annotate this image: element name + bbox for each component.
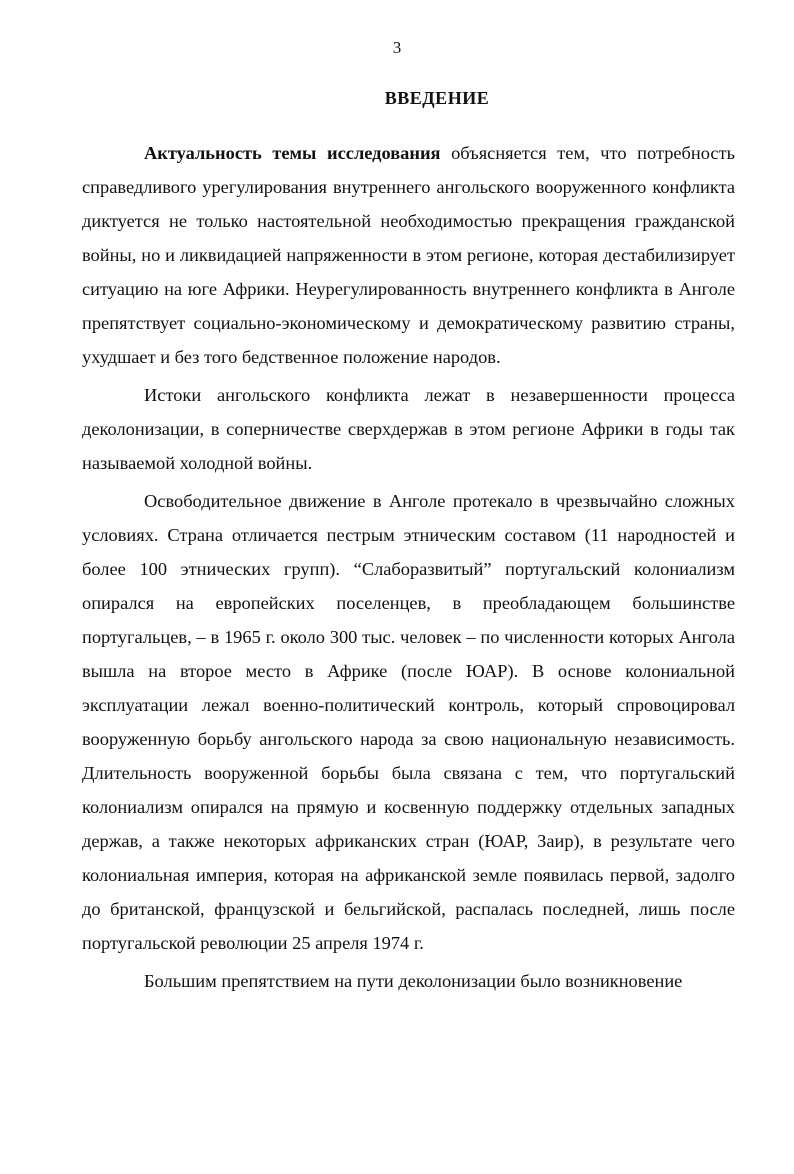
paragraph-text: объясняется тем, что потребность справедливого урегулирования внутреннего ангольского вооруженного конфликта диктуется не только настоятельной необходимостью прекращения гражданской войны, но и ликвидацией напряженности в этом регионе, которая дестабилизирует ситуацию на юге Африки. Неурегулированность внутреннего конфликта в Анголе препятствует социально-экономическому и демократическому развитию страны, ухудшает и без того бедственное положение народов. [82, 143, 735, 367]
body-text [82, 136, 735, 1002]
paragraph [82, 378, 735, 480]
paragraph-text: Большим препятствием на пути деколонизации было возникновение [144, 971, 683, 991]
page-number: 3 [392, 38, 402, 57]
page-title: ВВЕДЕНИЕ [384, 88, 490, 108]
paragraph-lead: Актуальность темы исследования [144, 143, 441, 163]
paragraph-text: Истоки ангольского конфликта лежат в незавершенности процесса деколонизации, в соперничестве сверхдержав в этом регионе Африки в годы так называемой холодной войны. [82, 385, 735, 473]
paragraph [82, 964, 735, 998]
paragraph-text: Освободительное движение в Анголе протекало в чрезвычайно сложных условиях. Страна отличается пестрым этническим составом (11 народностей и более 100 этнических групп). “Слаборазвитый” португальский колониализм опирался на европейских поселенцев, в преобладающем большинстве португальцев, – в 1965 г. около 300 тыс. человек – по численности которых Ангола вышла на второе место в Африке (после ЮАР). В основе колониальной эксплуатации лежал военно-политический контроль, который спровоцировал вооруженную борьбу ангольского народа за свою национальную независимость. Длительность вооруженной борьбы была связана с тем, что португальский колониализм опирался на прямую и косвенную поддержку отдельных западных держав, а также некоторых африканских стран (ЮАР, Заир), в результате чего колониальная империя, которая на африканской земле появилась первой, задолго до британской, французской и бельгийской, распалась последней, лишь после португальской революции 25 апреля 1974 г. [82, 491, 735, 953]
paragraph [82, 136, 735, 374]
paragraph [82, 484, 735, 960]
